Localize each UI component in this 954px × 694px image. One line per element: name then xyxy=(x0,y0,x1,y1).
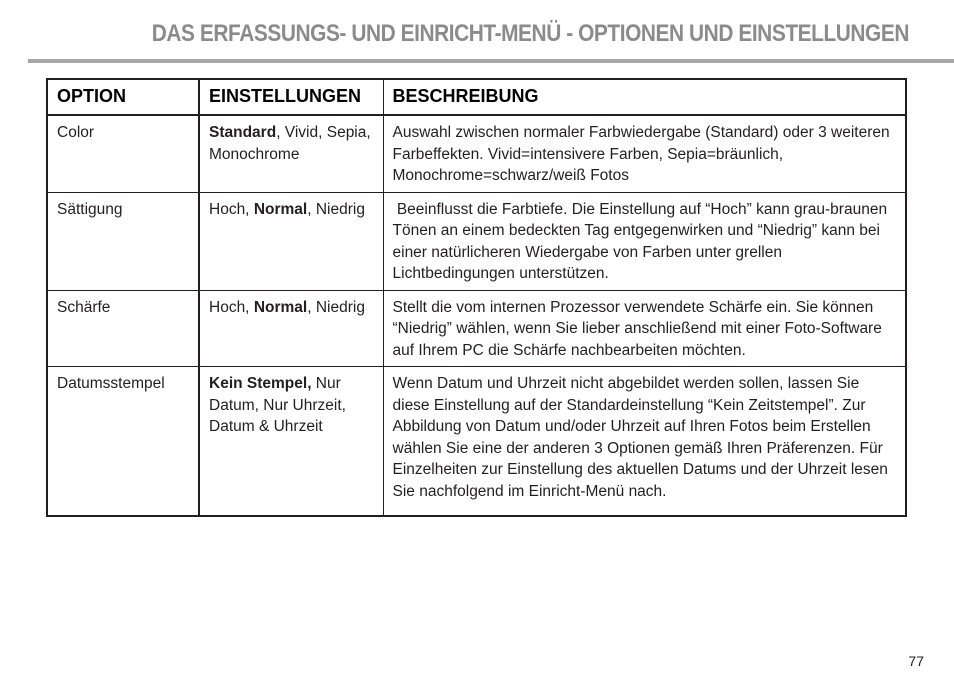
other-settings: , Niedrig xyxy=(307,200,365,218)
settings-pre: Hoch, xyxy=(209,298,254,316)
page-title: DAS ERFASSUNGS- UND EINRICHT-MENÜ - OPTIONEN UND EINSTELLUNGEN xyxy=(151,20,909,47)
other-settings: , Niedrig xyxy=(307,298,365,316)
header-description: BESCHREIBUNG xyxy=(383,79,906,115)
option-cell: Datumsstempel xyxy=(47,367,199,516)
settings-cell xyxy=(199,367,383,516)
description-cell: Stellt die vom internen Prozessor verwendete Schärfe ein. Sie können “Niedrig” wählen, wenn Sie lieber anschließend mit einer Foto-Software auf Ihrem PC die Schärfe nachbearbeiten möchten. xyxy=(383,290,906,367)
options-table xyxy=(46,78,907,517)
page-number: 77 xyxy=(908,653,924,669)
settings-cell xyxy=(199,115,383,192)
default-setting: Normal xyxy=(253,298,308,316)
option-cell: Schärfe xyxy=(47,290,199,367)
description-cell: Wenn Datum und Uhrzeit nicht abgebildet werden sollen, lassen Sie diese Einstellung auf der Standardeinstellung “Kein Zeitstempel”. Zur Abbildung von Datum und/oder Uhrzeit auf Ihren Fotos beim Erstellen wählen Sie eine der anderen 3 Optionen gemäß Ihren Präferenzen. Für Einzelheiten zur Einstellung des aktuellen Datums und der Uhrzeit lesen Sie nachfolgend im Einricht-Menü nach. xyxy=(383,367,906,516)
title-divider xyxy=(28,59,954,63)
settings-cell xyxy=(199,192,383,290)
settings-cell xyxy=(199,290,383,367)
description-cell: Beeinflusst die Farbtiefe. Die Einstellung auf “Hoch” kann grau-braunen Tönen an einem bedeckten Tag entgegenwirken und “Niedrig” kann bei einer natürlicheren Wiedergabe von Farben unter grellen Lichtbedingungen unterstützen. xyxy=(383,192,906,290)
description-cell: Auswahl zwischen normaler Farbwiedergabe (Standard) oder 3 weiteren Farbeffekten. Vivid=intensivere Farben, Sepia=bräunlich, Monochrome=schwarz/weiß Fotos xyxy=(383,115,906,192)
table-row-color xyxy=(47,115,906,192)
other-settings: Nur Datum, Nur Uhrzeit, Datum & Uhrzeit xyxy=(209,375,346,435)
table-row-datestamp xyxy=(47,367,906,516)
default-setting: Kein Stempel, xyxy=(209,375,312,392)
table-row-saturation xyxy=(47,192,906,290)
header-option: OPTION xyxy=(47,79,199,115)
default-setting: Normal xyxy=(253,200,308,218)
other-settings: , Vivid, Sepia, Monochrome xyxy=(209,124,371,163)
option-cell: Color xyxy=(47,115,199,192)
table-header-row xyxy=(47,79,906,115)
table-row-sharpness xyxy=(47,290,906,367)
option-cell: Sättigung xyxy=(47,192,199,290)
default-setting: Standard xyxy=(209,124,277,141)
settings-pre: Hoch, xyxy=(209,200,254,218)
header-settings: EINSTELLUNGEN xyxy=(199,79,383,115)
